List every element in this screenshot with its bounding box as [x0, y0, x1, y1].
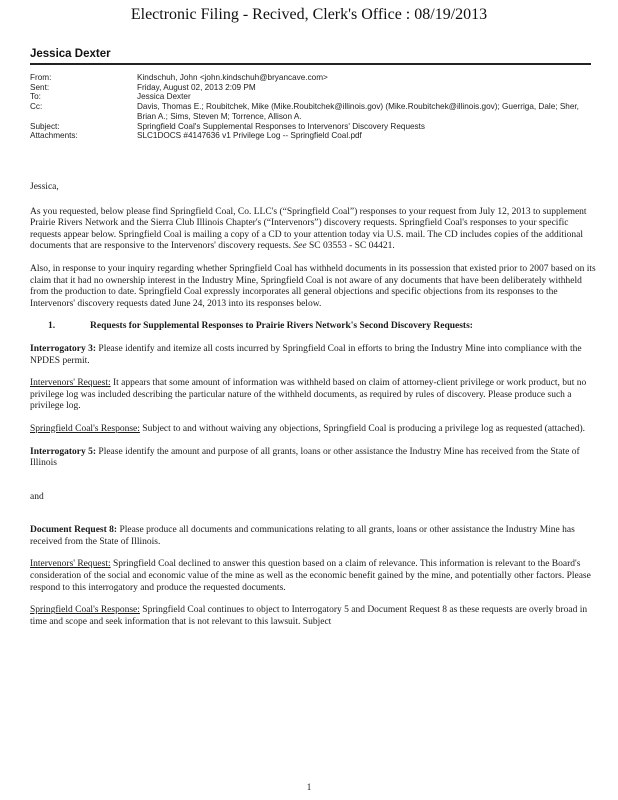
header-value: Friday, August 02, 2013 2:09 PM	[137, 82, 256, 92]
request-2-text: Springfield Coal declined to answer this question based on a claim of relevance. This information is relevant to the Board's consideration of the social and economic value of the mine as well as the economic benefit gained by the mine, and potentially other factors. Please respond to this interrogatory and produce the requested documents.	[30, 559, 591, 593]
section-number: 1.	[48, 321, 56, 332]
document-request-8-label: Document Request 8:	[30, 525, 118, 536]
header-value: SLC1DOCS #4147636 v1 Privilege Log -- Springfield Coal.pdf	[137, 131, 362, 141]
springfield-response-2	[30, 605, 596, 628]
withheld-documents-paragraph: Also, in response to your inquiry regarding whether Springfield Coal has withheld documents in its possession that existed prior to 2007 based on its claim that it had no ownership interest in the Industry Mine, Springfield Coal is not aware of any documents that have been deliberately withheld from the production to date. Springfield Coal expressly incorporates all general objections and specific objections from its responses to the Intervenors' discovery requests dated June 24, 2013 into its responses below.	[30, 263, 596, 309]
interrogatory-3-label: Interrogatory 3:	[30, 343, 97, 354]
email-sender-name: Jessica Dexter	[30, 48, 111, 60]
intervenors-request-1	[30, 378, 596, 413]
header-from	[30, 73, 590, 83]
document-request-8	[30, 525, 596, 548]
header-value: Kindschuh, John <john.kindschuh@bryancave.com>	[137, 73, 328, 82]
header-label: To:	[30, 92, 41, 102]
header-label: Attachments:	[30, 131, 78, 141]
header-value: Jessica Dexter	[137, 92, 191, 102]
citation-signal: See	[293, 241, 307, 252]
email-header-block	[30, 73, 590, 141]
header-label: Sent:	[30, 82, 50, 92]
salutation: Jessica,	[30, 182, 59, 192]
header-value: Davis, Thomas E.; Roubitchek, Mike (Mike.Roubitchek@illinois.gov) (Mike.Roubitchek@illinois.gov); Guerriga, Dale; Sher, Brian A.; Sims, Steven M; Torrence, Allison A.	[137, 102, 579, 121]
intro-text: As you requested, below please find Springfield Coal, Co. LLC's (“Springfield Coal”) responses to your request from July 12, 2013 to supplement Prairie Rivers Network and the Sierra Club Illinois Chapter's (“Intervenors”) discovery requests. Springfield Coal's responses to your specific requests appear below. Springfield Coal is mailing a copy of a CD to your attention today via U.S. mail. The CD includes copies of the additional documents that are responsive to the Intervenors' discovery requests.	[30, 206, 587, 252]
email-body	[30, 182, 596, 628]
conjunction-and: and	[30, 491, 44, 502]
header-label: Cc:	[30, 102, 43, 112]
page-number: 1	[306, 782, 312, 792]
header-attachments	[30, 131, 590, 141]
interrogatory-5-text: Please identify the amount and purpose of all grants, loans or other assistance the Industry Mine has received from the State of Illinois	[30, 446, 580, 469]
filing-stamp: Electronic Filing - Recived, Clerk's Office : 08/19/2013	[130, 6, 488, 23]
interrogatory-3-text: Please identify and itemize all costs incurred by Springfield Coal in efforts to bring the Industry Mine into compliance with the NPDES permit.	[30, 343, 582, 366]
response-1-text: Subject to and without waiving any objections, Springfield Coal is producing a privilege log as requested (attached).	[142, 423, 585, 434]
intervenors-request-2	[30, 559, 596, 594]
header-to	[30, 92, 590, 102]
bates-range: SC 03553 - SC 04421.	[308, 241, 395, 252]
springfield-response-1	[30, 424, 596, 436]
interrogatory-3	[30, 344, 596, 367]
header-value: Springfield Coal's Supplemental Responses to Intervenors' Discovery Requests	[137, 121, 426, 131]
request-1-label: Intervenors' Request:	[30, 378, 111, 389]
interrogatory-5-label: Interrogatory 5:	[30, 446, 97, 457]
header-subject	[30, 122, 590, 132]
section-heading	[30, 321, 596, 333]
response-2-label: Springfield Coal's Response:	[30, 605, 140, 616]
intro-paragraph	[30, 207, 596, 253]
interrogatory-5	[30, 447, 596, 470]
header-cc	[30, 102, 590, 121]
header-label: From:	[30, 73, 52, 82]
section-title: Requests for Supplemental Responses to Prairie Rivers Network's Second Discovery Requests:	[90, 321, 473, 332]
document-request-8-text: Please produce all documents and communications relating to all grants, loans or other assistance the Industry Mine has received from the State of Illinois.	[30, 525, 575, 547]
request-2-label: Intervenors' Request:	[30, 559, 111, 570]
response-1-label: Springfield Coal's Response:	[30, 423, 140, 434]
header-rule	[30, 63, 591, 65]
header-sent	[30, 83, 590, 93]
response-2-text: Springfield Coal continues to object to Interrogatory 5 and Document Request 8 as these requests are overly broad in time and scope and seek information that is not relevant to this lawsuit. Subject	[30, 605, 588, 627]
header-label: Subject:	[30, 121, 60, 131]
request-1-text: It appears that some amount of information was withheld based on claim of attorney-client privilege or work product, but no privilege log was included describing the particular nature of the withheld documents, as required by rules of discovery. Please produce such a privilege log.	[30, 378, 587, 412]
